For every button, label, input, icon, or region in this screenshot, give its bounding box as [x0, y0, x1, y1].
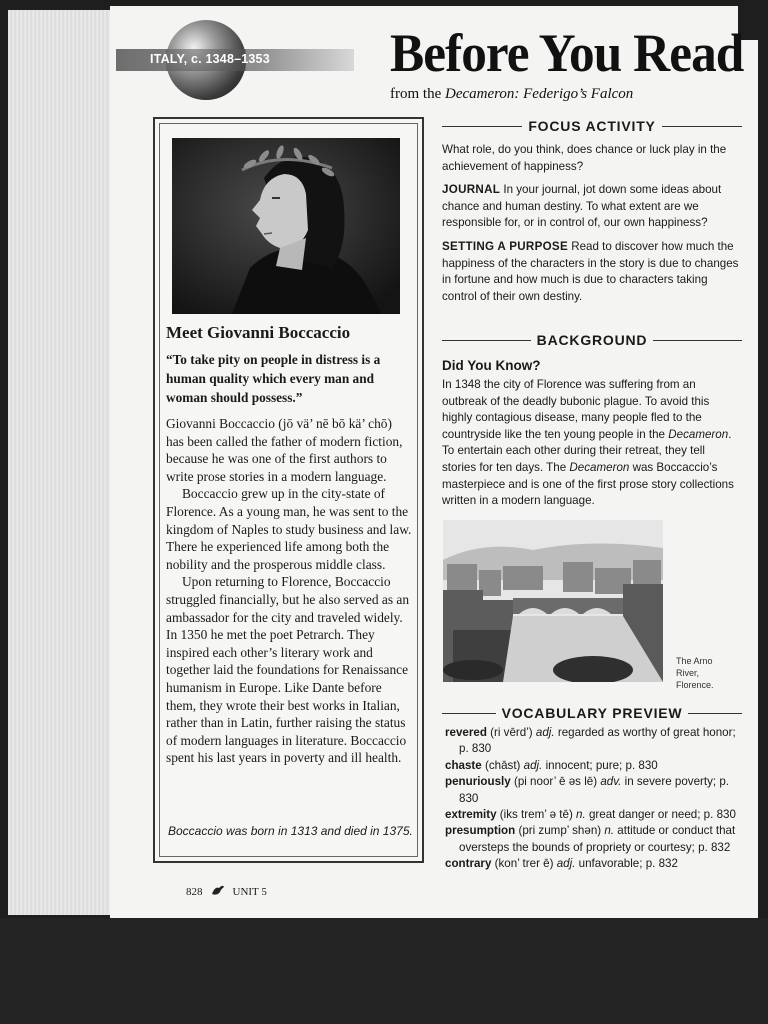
background-text-part: was Boccaccio’s masterpiece and is one of the first prose story collections written in a modern language.: [442, 460, 734, 508]
vocab-part-of-speech: adj.: [556, 857, 576, 871]
vocab-word: penuriously: [445, 775, 511, 789]
portrait-illustration: [172, 138, 400, 314]
vocab-pronunciation: (pi noor’ ē əs lē): [513, 775, 598, 789]
journal-label: JOURNAL: [442, 183, 501, 197]
vocab-entry: [445, 725, 745, 758]
vocab-pronunciation: (pri zump’ shən): [518, 824, 602, 838]
page-subtitle: [390, 86, 633, 103]
focus-activity-body: [442, 142, 742, 312]
did-you-know-heading: Did You Know?: [442, 358, 541, 373]
header-rule: [662, 126, 742, 127]
vocab-part-of-speech: adj.: [535, 726, 555, 739]
page-title: Before You Read: [390, 23, 744, 83]
biography-dates: Boccaccio was born in 1313 and died in 1375.: [168, 824, 413, 838]
purpose-paragraph: [442, 239, 742, 305]
background-body: [442, 377, 742, 517]
vocabulary-heading: VOCABULARY PREVIEW: [501, 705, 683, 721]
background-work-title: Decameron: [668, 427, 729, 441]
vocab-entry: [445, 823, 745, 856]
vocab-pronunciation: (kon’ trer ē): [494, 857, 554, 871]
journal-text: In your journal, jot down some ideas about chance and human destiny. To what extent are we responsible for, or in control of, our own happiness?: [442, 183, 722, 230]
biography-paragraph: Giovanni Boccaccio (jō vä’ nē bō kä’ chō) has been called the father of modern fiction, because he was one of the first authors to write prose stories in a modern language.: [166, 416, 403, 484]
vocabulary-list: [445, 725, 745, 873]
vocab-entry: [445, 856, 745, 872]
vocab-definition: unfavorable; p. 832: [578, 857, 678, 871]
vocab-definition: great danger or need; p. 830: [588, 808, 736, 822]
subtitle-prefix: from the: [390, 86, 442, 102]
vocab-entry: [445, 774, 745, 807]
background-paragraph: [442, 377, 742, 510]
purpose-label: SETTING A PURPOSE: [442, 239, 568, 253]
biography-paragraph: Upon returning to Florence, Boccaccio struggled financially, but he also served as an ambassador for the city and traveled widely. In 1350 he met the poet Petrarch. They inspired each other’s literary work and together laid the foundations for Renaissance humanism in Europe. Like Dante before them, they wrote their best works in Italian, rather than in Latin, further raising the status of modern languages in literature. Boccaccio spent his last years in poverty and ill health.: [166, 574, 410, 766]
biography-heading: Meet Giovanni Boccaccio: [166, 323, 351, 342]
vocab-pronunciation: (ri vērd’): [490, 726, 533, 739]
arno-river-photo: [443, 520, 663, 682]
header-rule: [688, 713, 742, 714]
header-rule: [442, 126, 522, 127]
vocab-part-of-speech: n.: [604, 824, 615, 838]
book-page-edges: [8, 10, 114, 915]
florence-illustration: [443, 520, 663, 682]
vocab-entry: [445, 807, 745, 823]
focus-activity-heading: FOCUS ACTIVITY: [528, 118, 656, 134]
page-number: 828: [186, 885, 203, 898]
scan-background: [0, 918, 768, 1024]
vocab-pronunciation: (iks trem’ ə tē): [499, 808, 573, 822]
vocab-part-of-speech: n.: [576, 808, 586, 822]
subtitle-work: Decameron: Federigo’s Falcon: [444, 86, 634, 102]
biography-paragraph: Boccaccio grew up in the city-state of Florence. As a young man, he was sent to the kingdom of Naples to study business and law. There he experienced life among both the nobility and the prosperous middle class.: [166, 486, 412, 572]
background-text-part: . To entertain each other during their retreat, they tell stories for ten days. The: [442, 427, 732, 474]
vocab-definition: in severe poverty; p. 830: [459, 775, 730, 805]
vocab-entry: [445, 758, 745, 774]
vocab-part-of-speech: adv.: [600, 775, 622, 789]
vocabulary-header: [442, 704, 742, 722]
vocab-pronunciation: (chāst): [484, 758, 521, 772]
header-rule: [653, 340, 742, 341]
vocab-definition: attitude or conduct that oversteps the bounds of propriety or courtesy; p. 832: [459, 824, 736, 854]
vocab-word: extremity: [445, 808, 497, 822]
vocab-definition: innocent; pure; p. 830: [545, 758, 658, 772]
unit-label: UNIT 5: [232, 885, 267, 898]
vocab-definition: regarded as worthy of great honor; p. 830: [459, 726, 736, 756]
journal-paragraph: [442, 182, 742, 232]
photo-caption: The Arno River, Florence.: [676, 656, 714, 690]
unit-logo-icon: [211, 884, 225, 899]
biography-text: [166, 415, 413, 767]
purpose-text: Read to discover how much the happiness of the characters in the story is due to changes in fortune and how much is due to characters taking control of their own destiny.: [442, 239, 739, 303]
vocab-part-of-speech: adj.: [523, 758, 543, 772]
boccaccio-portrait: [172, 138, 400, 314]
focus-question: What role, do you think, does chance or luck play in the achievement of happiness?: [442, 143, 727, 173]
background-work-title: Decameron: [569, 460, 630, 474]
banner-label: ITALY, c. 1348–1353: [150, 52, 270, 66]
focus-activity-header: [442, 117, 742, 135]
vocab-word: revered: [445, 726, 487, 739]
background-header: [442, 331, 742, 349]
vocab-word: chaste: [445, 758, 482, 772]
header-rule: [442, 340, 531, 341]
background-text-part: In 1348 the city of Florence was suffering from an outbreak of the deadly bubonic plague. To avoid this highly contagious disease, many people fled to the countryside like the ten young people in the: [442, 378, 710, 441]
header-rule: [442, 713, 496, 714]
page-footer: [186, 884, 267, 899]
background-heading: BACKGROUND: [536, 332, 648, 348]
biography-quote: “To take pity on people in distress is a human quality which every man and woman should possess.”: [166, 352, 381, 405]
vocab-word: presumption: [445, 824, 516, 838]
vocab-word: contrary: [445, 857, 492, 871]
